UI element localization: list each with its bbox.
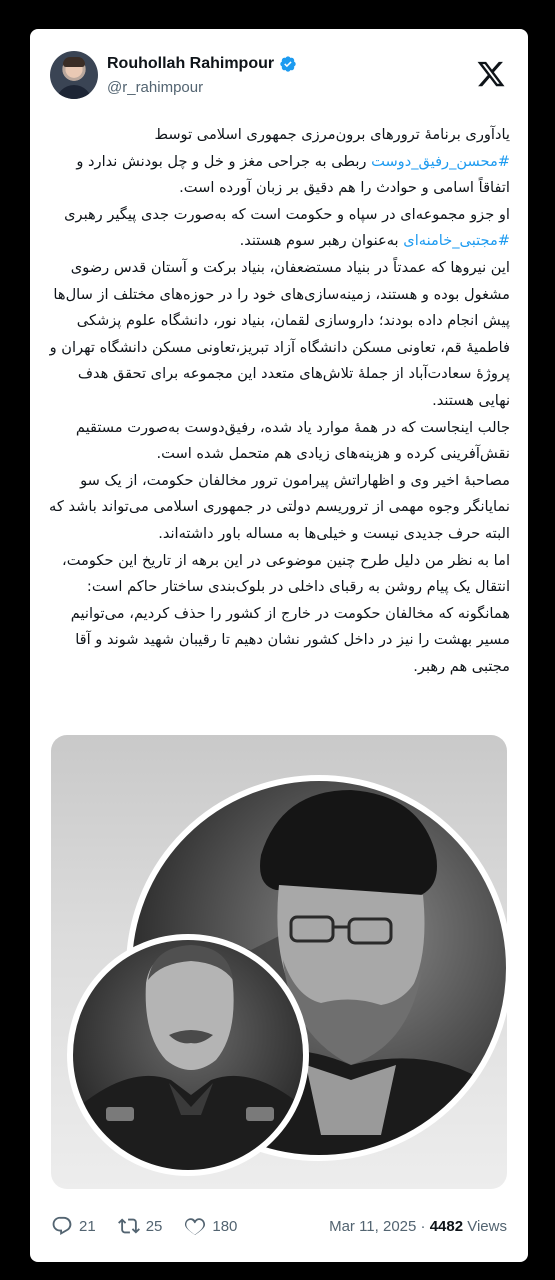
tweet-paragraph xyxy=(46,202,510,255)
tweet-text-segment: مصاحبهٔ اخیر وی و اظهاراتش پیرامون ترور مخالفان حکومت، از یک سو نمایانگر وجوه مهمی از تروریسم دولتی در جمهوری اسلامی می‌تواند باشد که البته حرف جدیدی نیست و خیلی‌ها به مساله باور داشته‌اند. xyxy=(49,471,510,542)
like-button[interactable] xyxy=(184,1215,237,1237)
tweet-paragraph xyxy=(46,415,510,468)
avatar[interactable] xyxy=(50,51,98,99)
reply-button[interactable] xyxy=(51,1215,96,1237)
tweet-text-segment: اما به نظر من دلیل طرح چنین موضوعی در این برهه از تاریخ این حکومت، انتقال یک پیام روشن به رقبای داخلی در بلوک‌بندی ساختار حاکم است: xyxy=(62,551,510,596)
tweet-text-segment: این نیروها که عمدتاً در بنیاد مستضعفان، بنیاد برکت و آستان قدس رضوی مشغول بوده و هستند، زمینه‌سازی‌های خود را در حوزه‌های مختلف از سال‌ها پیش انجام داده بودند؛ داروسازی لقمان، بنیاد نور، دانشگاه علوم پزشکی فاطمیهٔ قم، تعاونی مسکن دانشگاه آزاد تبریز،تعاونی مسکن دانشگاه تهران و پروژهٔ سعادت‌آباد از جملهٔ تلاش‌های متعدد این مجموعه برای تحقق هدف نهایی هستند. xyxy=(49,258,510,409)
tweet-date[interactable]: Mar 11, 2025 xyxy=(329,1217,417,1235)
tweet-media-image[interactable] xyxy=(51,735,507,1189)
tweet-text-segment: به‌عنوان رهبر سوم هستند. xyxy=(239,232,404,250)
tweet-header xyxy=(50,49,508,105)
hashtag-link[interactable]: #مجتبی_خامنه‌ای xyxy=(403,232,510,250)
tweet-paragraph xyxy=(46,468,510,548)
tweet-footer xyxy=(51,1211,507,1241)
tweet-text-segment: ربطی به جراحی مغز و خل و چل بودنش ندارد و اتفاقاً اسامی و حوادث را هم دقیق بر زبان آورده است. xyxy=(76,152,510,197)
tweet-text-segment: همانگونه که مخالفان حکومت در خارج از کشور را حذف کردیم، می‌توانیم مسیر بهشت را نیز در داخل کشور نشان دهیم تا رقیبان شهید شوند و آقا مجتبی هم رهبر. xyxy=(70,604,510,675)
author-name[interactable]: Rouhollah Rahimpour xyxy=(107,55,275,72)
tweet-text xyxy=(46,122,510,680)
reply-count: 21 xyxy=(79,1217,96,1235)
media-composite-illustration xyxy=(51,735,507,1189)
tweet-paragraph xyxy=(46,122,510,202)
like-count: 180 xyxy=(212,1217,238,1235)
tweet-card xyxy=(30,29,528,1262)
repost-button[interactable] xyxy=(118,1215,163,1237)
tweet-paragraph xyxy=(46,255,510,415)
author-handle[interactable]: @r_rahimpour xyxy=(107,79,204,96)
author-name-row xyxy=(107,55,297,73)
tweet-text-segment: او جزو مجموعه‌ای در سپاه و حکومت است که به‌صورت جدی پیگیر رهبری xyxy=(64,205,510,223)
tweet-text-segment: یادآوری برنامهٔ ترورهای برون‌مرزی جمهوری اسلامی توسط xyxy=(154,126,510,143)
tweet-text-segment: جالب اینجاست که در همهٔ موارد یاد شده، رفیق‌دوست به‌صورت مستقیم نقش‌آفرینی کرده و هزینه‌های زیادی هم متحمل شده است. xyxy=(75,418,510,463)
views-count: 4482 xyxy=(429,1217,464,1235)
views-label: Views xyxy=(463,1217,507,1235)
repost-icon xyxy=(118,1215,140,1237)
hashtag-link[interactable]: #محسن_رفیق_دوست xyxy=(371,152,510,170)
reply-icon xyxy=(51,1215,73,1237)
repost-count: 25 xyxy=(145,1217,163,1235)
meta-separator: · xyxy=(416,1217,430,1235)
date-and-views xyxy=(329,1218,507,1235)
tweet-paragraph xyxy=(46,601,510,681)
heart-icon xyxy=(184,1215,206,1237)
x-logo-icon[interactable] xyxy=(476,59,506,89)
tweet-paragraph xyxy=(46,548,510,601)
verified-badge-icon xyxy=(279,55,297,73)
